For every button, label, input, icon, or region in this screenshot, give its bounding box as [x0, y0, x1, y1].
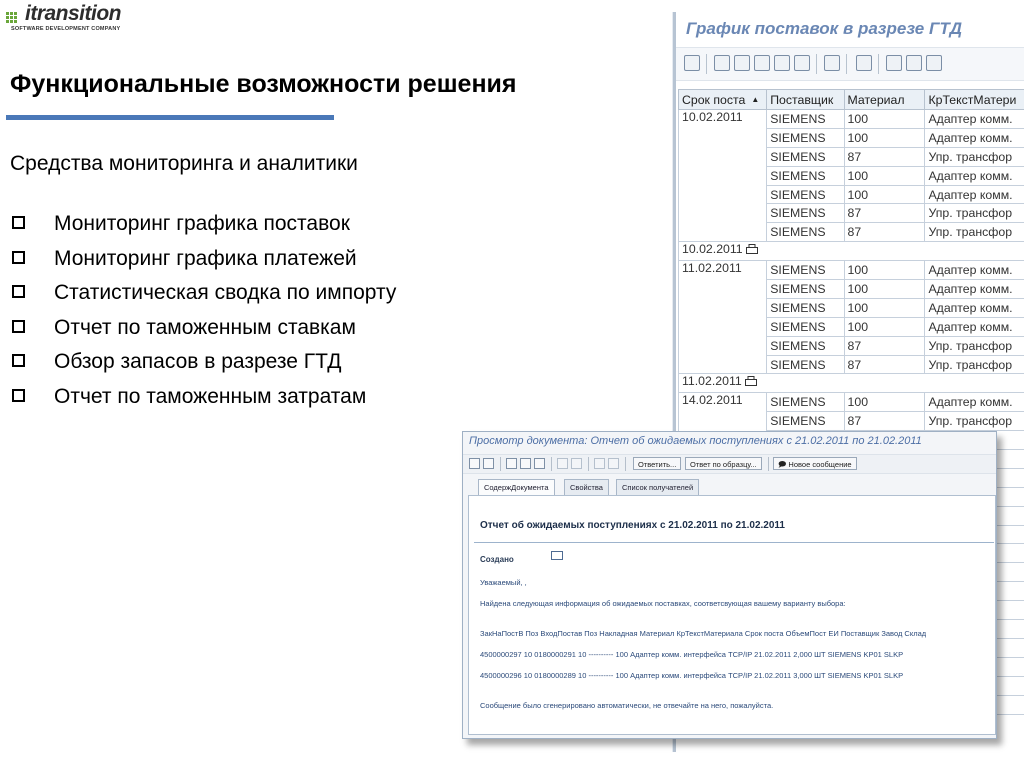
cell-date	[679, 336, 767, 355]
report-heading: Отчет об ожидаемых поступлениях с 21.02.2011 по 21.02.2011	[480, 520, 785, 531]
cell-material-text: Упр. трансфор	[925, 223, 1024, 242]
subtotal-row	[679, 374, 1024, 393]
copy-icon[interactable]	[571, 458, 582, 469]
feature-text: Отчет по таможенным затратам	[54, 384, 367, 408]
cell-material-text: Упр. трансфор	[925, 147, 1024, 166]
cell-material: 100	[844, 280, 925, 299]
filter-icon[interactable]	[734, 55, 750, 71]
cell-date: 10.02.2011	[679, 110, 767, 129]
new-message-button[interactable]: 🗩 Новое сообщение	[773, 457, 857, 470]
cell-date	[679, 166, 767, 185]
toolbar-separator	[588, 457, 589, 471]
envelope-icon[interactable]	[551, 551, 563, 560]
cell-supplier: SIEMENS	[767, 355, 844, 374]
table-row	[679, 393, 1024, 412]
toolbar-separator	[551, 457, 552, 471]
cell-material-text: Упр. трансфор	[925, 336, 1024, 355]
cell-material: 100	[844, 317, 925, 336]
feature-text: Мониторинг графика платежей	[54, 246, 357, 270]
toolbar-separator	[768, 457, 769, 471]
tab-properties[interactable]: Свойства	[564, 479, 609, 495]
cell-date	[679, 147, 767, 166]
toolbar-separator	[625, 457, 626, 471]
cell-supplier: SIEMENS	[767, 185, 844, 204]
attach-icon[interactable]	[520, 458, 531, 469]
table-row	[679, 185, 1024, 204]
feature-item	[12, 315, 396, 350]
column-header-supplier[interactable]: Поставщик	[767, 90, 844, 110]
feature-text: Статистическая сводка по импорту	[54, 281, 397, 304]
cell-material-text: Упр. трансфор	[925, 204, 1024, 223]
table-row	[679, 166, 1024, 185]
details-icon[interactable]	[684, 55, 700, 71]
column-header-material-text[interactable]: КрТекстМатери	[925, 90, 1024, 110]
cell-supplier: SIEMENS	[767, 147, 844, 166]
cell-supplier: SIEMENS	[767, 204, 844, 223]
table-row	[679, 298, 1024, 317]
report-line: 4500000296 10 0180000289 10 ---------- 100 Адаптер комм. интерфейса TCP/IP 21.02.2011 3,000 ШТ SIEMENS KP01 SLKP	[480, 671, 904, 680]
cell-supplier: SIEMENS	[767, 317, 844, 336]
column-header-date[interactable]: Срок поста ▲	[679, 90, 767, 110]
divider	[474, 542, 994, 543]
toolbar-separator	[706, 54, 707, 74]
cell-date	[679, 298, 767, 317]
cell-material-text: Адаптер комм.	[925, 298, 1024, 317]
cell-material: 87	[844, 147, 925, 166]
slide-subtitle: Средства мониторинга и аналитики	[10, 152, 358, 175]
feature-item	[12, 211, 396, 246]
table-row	[679, 280, 1024, 299]
cell-material: 100	[844, 128, 925, 147]
checkbox-bullet-icon	[12, 320, 25, 333]
feature-item	[12, 280, 396, 315]
created-label: Создано	[480, 555, 514, 564]
toolbar-separator	[816, 54, 817, 74]
cell-date	[679, 128, 767, 147]
schedule-window-title: График поставок в разрезе ГТД	[686, 19, 963, 38]
cell-material-text: Адаптер комм.	[925, 128, 1024, 147]
cell-material: 100	[844, 261, 925, 280]
print-icon[interactable]	[483, 458, 494, 469]
new-message-icon: 🗩	[778, 460, 789, 469]
cell-supplier: SIEMENS	[767, 128, 844, 147]
checkbox-bullet-icon	[12, 354, 25, 367]
edit-icon[interactable]	[557, 458, 568, 469]
checkbox-bullet-icon	[12, 216, 25, 229]
cell-supplier: SIEMENS	[767, 261, 844, 280]
cell-material-text: Адаптер комм.	[925, 280, 1024, 299]
logo-dots-icon	[6, 10, 24, 24]
slide-title: Функциональные возможности решения	[10, 70, 517, 98]
cell-supplier: SIEMENS	[767, 412, 844, 431]
document-content	[468, 495, 996, 735]
filter-settings-icon[interactable]	[754, 55, 770, 71]
save-icon[interactable]	[608, 458, 619, 469]
report-line: 4500000297 10 0180000291 10 ---------- 100 Адаптер комм. интерфейса TCP/IP 21.02.2011 2,000 ШТ SIEMENS KP01 SLKP	[480, 650, 904, 659]
feature-text: Обзор запасов в разрезе ГТД	[54, 350, 342, 373]
print-preview-icon[interactable]	[506, 458, 517, 469]
column-header-material[interactable]: Материал	[844, 90, 925, 110]
checkbox-bullet-icon	[12, 389, 25, 402]
schedule-toolbar	[676, 47, 1024, 81]
logo-wordmark: itransition	[25, 2, 122, 25]
subtotal-icon[interactable]	[794, 55, 810, 71]
subtotal-label: 10.02.2011	[682, 242, 743, 257]
table-row	[679, 110, 1024, 129]
table-row	[679, 147, 1024, 166]
cell-material: 100	[844, 393, 925, 412]
cell-material: 87	[844, 223, 925, 242]
toolbar-separator	[500, 457, 501, 471]
feature-text: Мониторинг графика поставок	[54, 212, 350, 235]
document-window-title: Просмотр документа: Отчет об ожидаемых поступлениях с 21.02.2011 по 21.02.2011	[469, 435, 922, 447]
cell-material: 100	[844, 166, 925, 185]
cell-material-text: Адаптер комм.	[925, 317, 1024, 336]
table-row	[679, 204, 1024, 223]
checkbox-bullet-icon	[12, 285, 25, 298]
reply-button[interactable]: Ответить...	[633, 457, 681, 470]
report-header-line: ЗакНаПостВ Поз ВходПостав Поз Накладная Материал КрТекстМатериала Срок поста ОбъемПост ЕИ Поставщик Завод Склад	[480, 629, 927, 638]
chart-icon[interactable]	[926, 55, 942, 71]
subtotal-row	[679, 242, 1024, 261]
tab-recipients[interactable]: Список получателей	[616, 479, 699, 495]
table-row	[679, 223, 1024, 242]
cell-date: 14.02.2011	[679, 393, 767, 412]
copy-icon[interactable]	[886, 55, 902, 71]
table-row	[679, 261, 1024, 280]
cell-material: 100	[844, 298, 925, 317]
logo-tagline: SOFTWARE DEVELOPMENT COMPANY	[11, 26, 121, 32]
intro-text: Найдена следующая информация об ожидаемых поставках, соответсвующая вашему варианту выбора:	[480, 599, 846, 608]
cell-supplier: SIEMENS	[767, 393, 844, 412]
export-icon[interactable]	[856, 55, 872, 71]
cell-material: 87	[844, 355, 925, 374]
printer-icon	[746, 243, 758, 253]
cell-material-text: Адаптер комм.	[925, 110, 1024, 129]
sum-icon[interactable]	[774, 55, 790, 71]
toolbar-separator	[846, 54, 847, 74]
table-row	[679, 412, 1024, 431]
cell-material-text: Адаптер комм.	[925, 261, 1024, 280]
filter-icon[interactable]	[469, 458, 480, 469]
cell-date	[679, 412, 767, 431]
company-logo	[6, 4, 146, 34]
footer-text: Сообщение было сгенерировано автоматически, не отвечайте на него, пожалуйста.	[480, 701, 774, 710]
cell-supplier: SIEMENS	[767, 223, 844, 242]
reply-template-button[interactable]: Ответ по образцу...	[685, 457, 762, 470]
table-row	[679, 336, 1024, 355]
print-icon[interactable]	[714, 55, 730, 71]
feature-text: Отчет по таможенным ставкам	[54, 315, 356, 339]
title-underline	[6, 115, 334, 120]
printer-icon	[745, 375, 757, 385]
cell-supplier: SIEMENS	[767, 280, 844, 299]
greeting-text: Уважаемый, ,	[480, 578, 527, 587]
cell-material: 100	[844, 110, 925, 129]
cell-date	[679, 317, 767, 336]
subtotal-fill	[767, 374, 1024, 393]
cell-date	[679, 223, 767, 242]
cell-material-text: Адаптер комм.	[925, 185, 1024, 204]
cell-supplier: SIEMENS	[767, 298, 844, 317]
cell-material-text: Адаптер комм.	[925, 393, 1024, 412]
forward-icon[interactable]	[594, 458, 605, 469]
feature-list	[12, 211, 396, 418]
cell-material: 87	[844, 204, 925, 223]
subtotal-fill	[767, 242, 1024, 261]
cell-supplier: SIEMENS	[767, 166, 844, 185]
cell-material: 87	[844, 336, 925, 355]
feature-item	[12, 349, 396, 384]
table-row	[679, 355, 1024, 374]
cell-material-text: Упр. трансфор	[925, 355, 1024, 374]
cell-date	[679, 280, 767, 299]
feature-item	[12, 246, 396, 281]
table-row	[679, 128, 1024, 147]
cell-subtotal	[679, 374, 767, 393]
checkbox-bullet-icon	[12, 251, 25, 264]
cell-material-text: Адаптер комм.	[925, 166, 1024, 185]
cell-material: 87	[844, 412, 925, 431]
document-preview-window	[462, 431, 997, 739]
tab-document-content[interactable]: СодержДокумента	[478, 479, 555, 496]
cell-material: 100	[844, 185, 925, 204]
feature-item	[12, 384, 396, 419]
refresh-icon[interactable]	[824, 55, 840, 71]
cell-date	[679, 355, 767, 374]
subtotal-label: 11.02.2011	[682, 374, 742, 389]
layout-icon[interactable]	[906, 55, 922, 71]
cell-subtotal	[679, 242, 767, 261]
cell-supplier: SIEMENS	[767, 110, 844, 129]
table-row	[679, 317, 1024, 336]
cell-supplier: SIEMENS	[767, 336, 844, 355]
cell-date: 11.02.2011	[679, 261, 767, 280]
grid-header-row	[679, 90, 1024, 110]
cell-material-text: Упр. трансфор	[925, 412, 1024, 431]
document-toolbar	[463, 454, 996, 474]
delete-icon[interactable]	[534, 458, 545, 469]
sort-ascending-icon: ▲	[751, 94, 760, 104]
cell-date	[679, 185, 767, 204]
cell-date	[679, 204, 767, 223]
toolbar-separator	[878, 54, 879, 74]
